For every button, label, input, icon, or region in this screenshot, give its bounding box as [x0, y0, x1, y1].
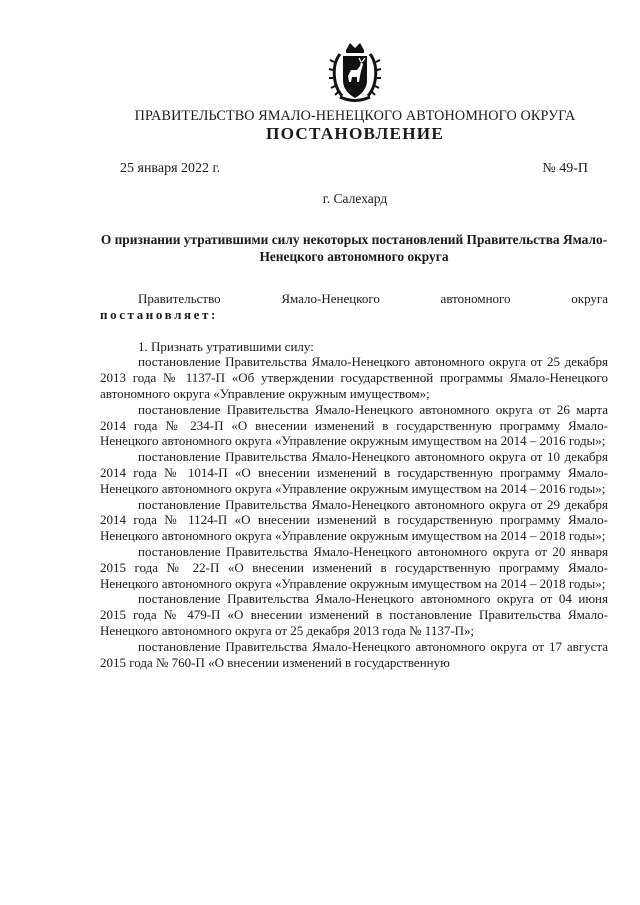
preamble-word: Правительство — [138, 291, 221, 306]
preamble-word: Ямало-Ненецкого — [281, 291, 380, 306]
preamble-line — [100, 291, 608, 307]
paragraph: постановление Правительства Ямало-Ненецкого автономного округа от 04 июня 2015 года № 479-П «О внесении изменений в постановление Правительства Ямало-Ненецкого автономного округа от 25 декабря 2013 года № 1137-П»; — [100, 591, 608, 638]
preamble-verb: постановляет: — [100, 306, 218, 322]
paragraph: постановление Правительства Ямало-Ненецкого автономного округа от 29 декабря 2014 года № 1124-П «О внесении изменений в государственную программу Ямало-Ненецкого автономного округа «Управление окружным имуществом на 2014 – 2018 годы»; — [100, 496, 608, 544]
document-number: № 49-П — [542, 161, 588, 176]
coat-of-arms-icon — [328, 40, 382, 104]
paragraph: постановление Правительства Ямало-Ненецкого автономного округа от 26 марта 2014 года № 234-П «О внесении изменений в государственную программу Ямало-Ненецкого автономного округа «Управление окружным имуществом на 2014 – 2016 годы»; — [100, 401, 608, 449]
paragraph: постановление Правительства Ямало-Ненецкого автономного округа от 25 декабря 2013 года № 1137-П «Об утверждении государственной программы Ямало-Ненецкого автономного округа «Управление окружным имуществом»; — [100, 354, 608, 401]
paragraph: постановление Правительства Ямало-Ненецкого автономного округа от 20 января 2015 года № 22-П «О внесении изменений в государственную программу Ямало-Ненецкого автономного округа «Управление окружным имуществом на 2014 – 2018 годы»; — [100, 543, 608, 591]
preamble-word: округа — [571, 291, 608, 306]
paragraph: постановление Правительства Ямало-Ненецкого автономного округа от 17 августа 2015 года № 760-П «О внесении изменений в государственную — [100, 638, 608, 670]
government-name: ПРАВИТЕЛЬСТВО ЯМАЛО-НЕНЕЦКОГО АВТОНОМНОГО ОКРУГА — [134, 108, 576, 124]
document-date: 25 января 2022 г. — [120, 161, 221, 176]
document-type: ПОСТАНОВЛЕНИЕ — [266, 124, 444, 143]
document-title: О признании утратившими силу некоторых постановлений Правительства Ямало-Ненецкого автономного округа — [100, 232, 608, 264]
document-city: г. Салехард — [322, 191, 388, 206]
document-body — [100, 291, 608, 670]
preamble-word: автономного — [440, 291, 511, 306]
paragraph: постановление Правительства Ямало-Ненецкого автономного округа от 10 декабря 2014 года № 1014-П «О внесении изменений в государственную программу Ямало-Ненецкого автономного округа «Управление окружным имуществом на 2014 – 2016 годы»; — [100, 449, 608, 496]
paragraph: 1. Признать утратившими силу: — [138, 338, 314, 354]
